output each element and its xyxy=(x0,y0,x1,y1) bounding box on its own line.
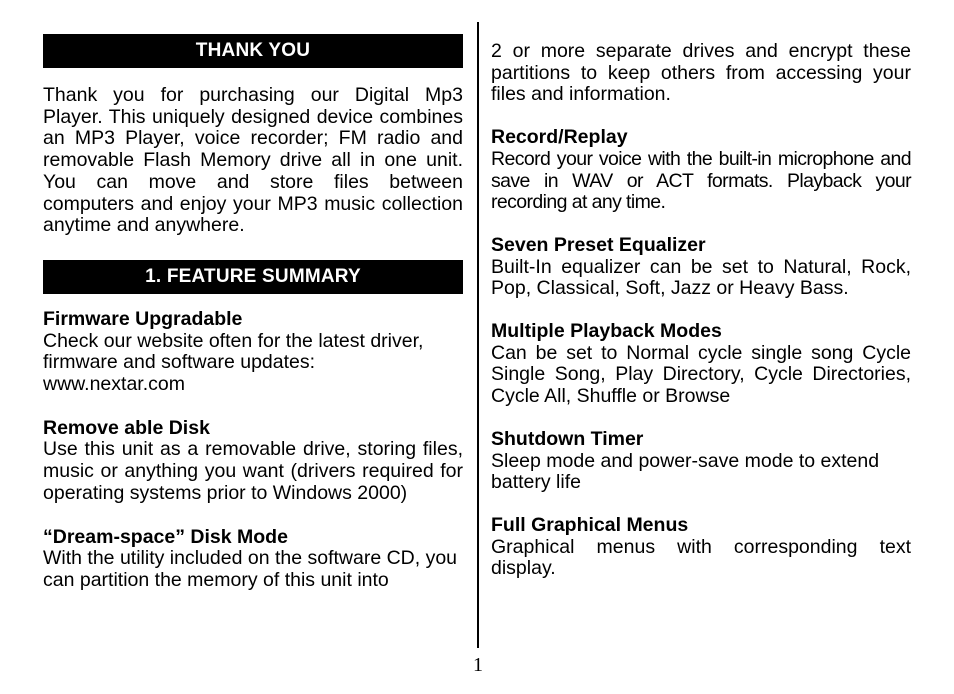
firmware-url: www.nextar.com xyxy=(43,373,185,396)
playback-modes-text: Can be set to Normal cycle single song Cycle Single Song, Play Directory, Cycle Directories, Cycle All, Shuffle or Browse xyxy=(491,341,911,408)
playback-modes-heading: Multiple Playback Modes xyxy=(491,320,722,343)
thank-you-banner: THANK YOU xyxy=(43,34,463,68)
thank-you-paragraph: Thank you for purchasing our Digital Mp3 Player. This uniquely designed device combines an MP3 Player, voice recorder; FM radio and removable Flash Memory drive all in one unit. You can move and store files between computers and enjoy your MP3 music collection anytime and anywhere. xyxy=(43,84,463,237)
shutdown-timer-text: Sleep mode and power-save mode to extend battery life xyxy=(491,449,880,494)
removable-disk-text: Use this unit as a removable drive, storing files, music or anything you want (drivers required for operating systems prior to Windows 2000) xyxy=(43,438,463,504)
dream-space-text: With the utility included on the software CD, you can partition the memory of this unit into xyxy=(43,547,458,591)
column-divider xyxy=(477,22,479,648)
dream-space-heading: “Dream-space” Disk Mode xyxy=(43,525,288,548)
removable-disk-section xyxy=(43,418,463,505)
record-replay-heading: Record/Replay xyxy=(491,126,628,149)
page-number: 1 xyxy=(473,654,483,676)
left-column xyxy=(43,34,463,592)
dream-space-section xyxy=(43,527,463,592)
graphical-menus-text: Graphical menus with corresponding text display. xyxy=(491,535,911,580)
shutdown-timer-section xyxy=(491,429,911,494)
removable-disk-heading: Remove able Disk xyxy=(43,416,210,439)
graphical-menus-heading: Full Graphical Menus xyxy=(491,513,689,536)
equalizer-section xyxy=(491,235,911,300)
equalizer-text: Built-In equalizer can be set to Natural, Rock, Pop, Classical, Soft, Jazz or Heavy Bass. xyxy=(491,255,911,300)
graphical-menus-section xyxy=(491,515,911,580)
right-column xyxy=(491,41,911,580)
dream-space-continued: 2 or more separate drives and encrypt these partitions to keep others from accessing your files and information. xyxy=(491,40,911,106)
firmware-section xyxy=(43,309,463,396)
playback-modes-section xyxy=(491,321,911,408)
feature-summary-banner: 1. FEATURE SUMMARY xyxy=(43,260,463,294)
equalizer-heading: Seven Preset Equalizer xyxy=(491,233,706,256)
record-replay-section xyxy=(491,127,911,214)
firmware-heading: Firmware Upgradable xyxy=(43,307,243,330)
shutdown-timer-heading: Shutdown Timer xyxy=(491,427,644,450)
firmware-text: Check our website often for the latest driver, firmware and software updates: xyxy=(43,329,424,374)
record-replay-text: Record your voice with the built-in microphone and save in WAV or ACT formats. Playback your recording at any time. xyxy=(491,147,911,214)
